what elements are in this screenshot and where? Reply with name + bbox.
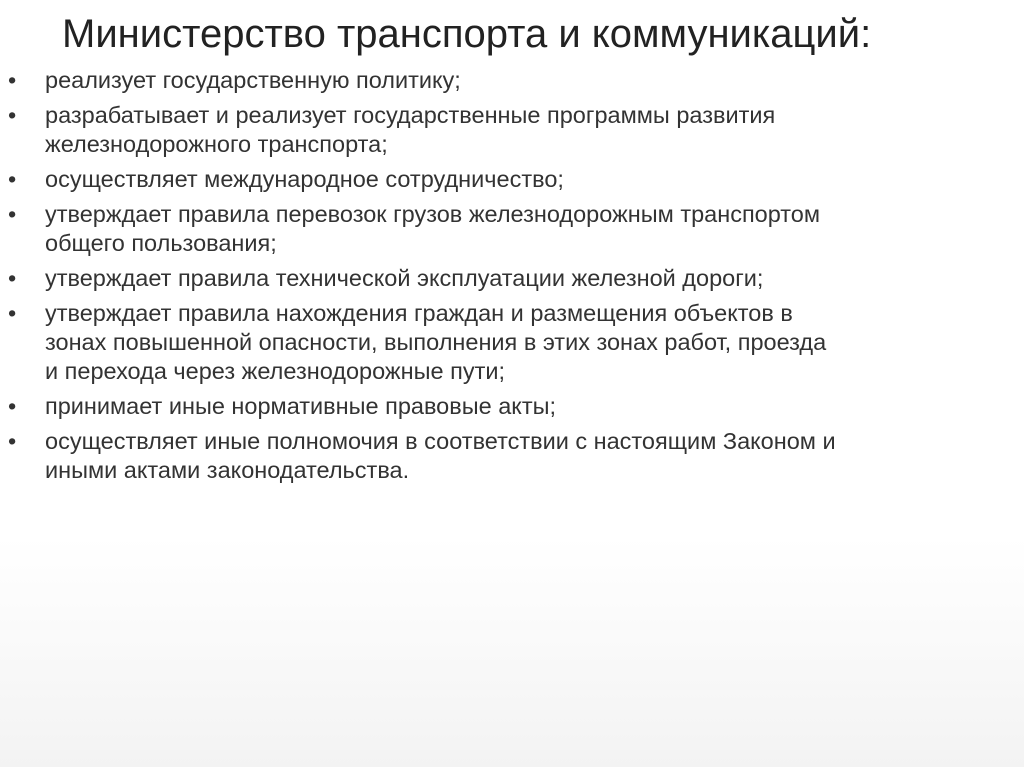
bullet-icon: • (8, 300, 17, 326)
list-item-text: утверждает правила перевозок грузов железнодорожным транспортом общего пользования; (45, 201, 821, 256)
bullet-icon: • (8, 102, 17, 128)
list-item-text: осуществляет международное сотрудничество; (45, 166, 564, 192)
list-item-text: утверждает правила технической эксплуатации железной дороги; (45, 265, 764, 291)
list-item-text: реализует государственную политику; (45, 67, 461, 93)
list-item (0, 427, 1024, 485)
list-item-text: осуществляет иные полномочия в соответствии с настоящим Законом и иными актами законодательства. (45, 428, 836, 483)
bullet-list (0, 66, 1024, 491)
list-item (0, 200, 1024, 258)
bullet-icon: • (8, 166, 17, 192)
bullet-icon: • (8, 67, 17, 93)
list-item (0, 165, 1024, 194)
list-item (0, 392, 1024, 421)
list-item (0, 299, 1024, 386)
bullet-icon: • (8, 428, 17, 454)
bullet-icon: • (8, 393, 17, 419)
list-item (0, 66, 1024, 95)
bullet-icon: • (8, 265, 17, 291)
list-item (0, 264, 1024, 293)
list-item-text: утверждает правила нахождения граждан и размещения объектов в зонах повышенной опасности, выполнения в этих зонах работ, проезда и перехода через железнодорожные пути; (45, 300, 827, 384)
list-item-text: разрабатывает и реализует государственные программы развития железнодорожного транспорта; (45, 102, 776, 157)
list-item (0, 101, 1024, 159)
bullet-icon: • (8, 201, 17, 227)
list-item-text: принимает иные нормативные правовые акты; (45, 393, 557, 419)
slide-title: Министерство транспорта и коммуникаций: (62, 12, 872, 56)
